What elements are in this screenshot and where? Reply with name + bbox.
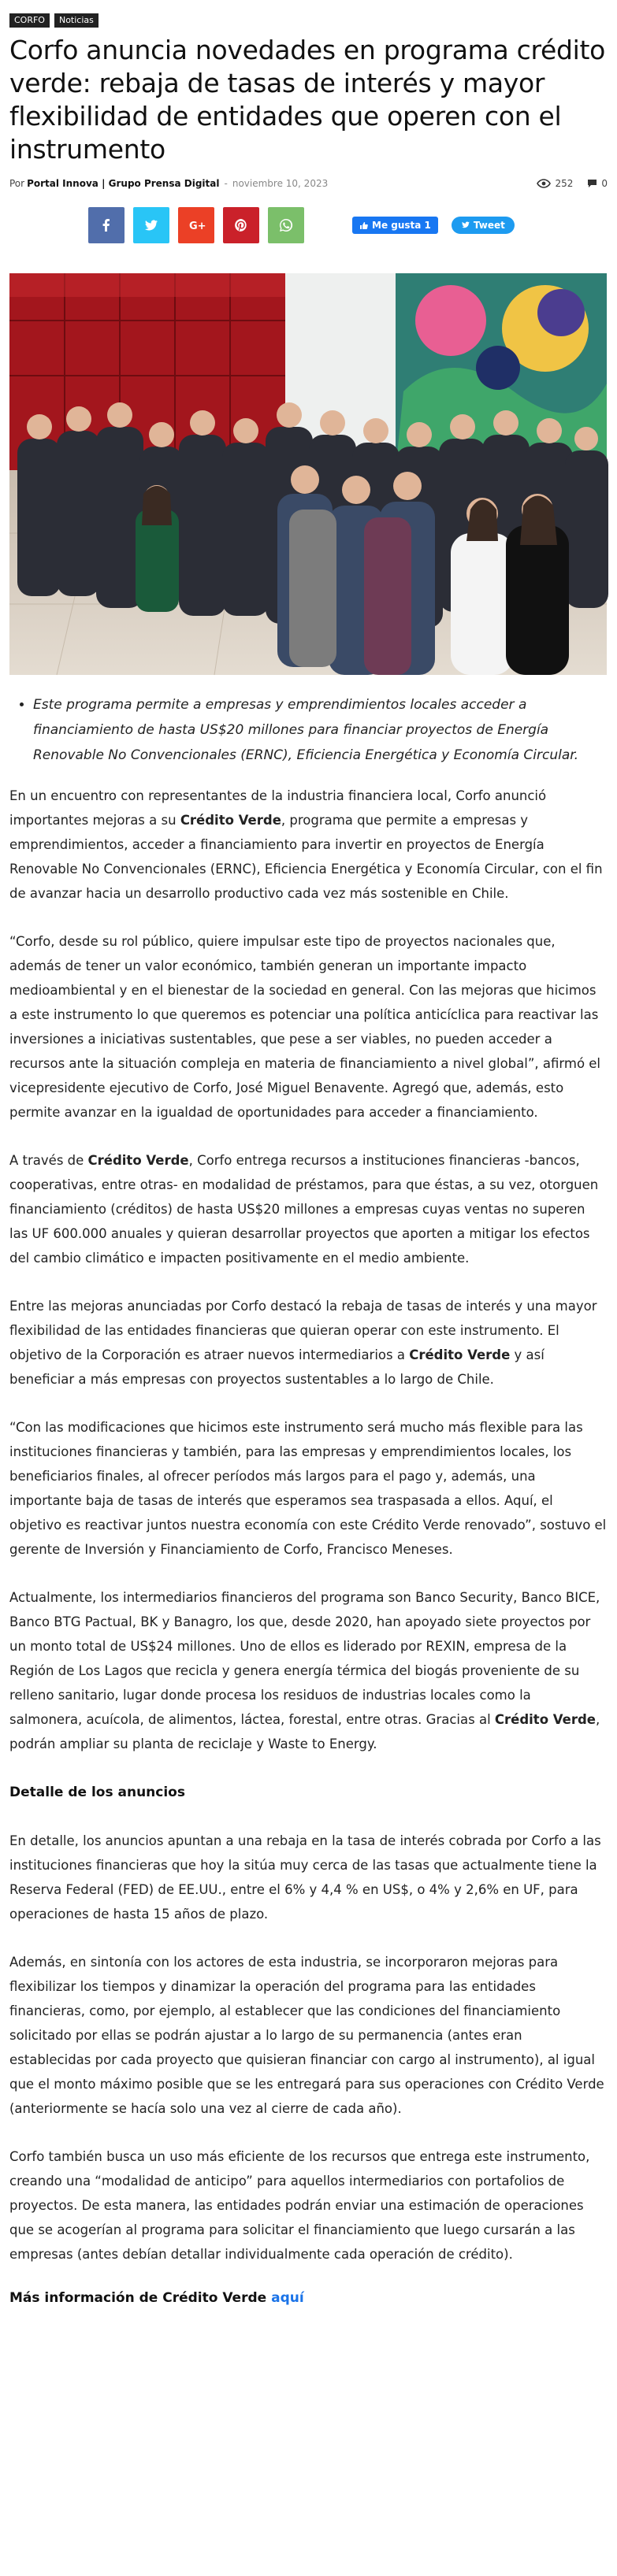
comments-counter[interactable] bbox=[587, 178, 608, 189]
credito-verde-bold: Crédito Verde bbox=[409, 1347, 511, 1362]
section-heading: Detalle de los anuncios bbox=[9, 1785, 185, 1800]
tag-noticias[interactable]: Noticias bbox=[54, 13, 98, 28]
credito-verde-bold: Crédito Verde bbox=[180, 813, 281, 828]
summary-list bbox=[9, 692, 608, 768]
paragraph-4-text-c: y así beneficiar a más empresas con proyectos sustentables a lo largo de Chile. bbox=[9, 1347, 545, 1387]
facebook-like-button[interactable] bbox=[352, 217, 438, 234]
article-title: Corfo anuncia novedades en programa crédito verde: rebaja de tasas de interés y mayor flexibilidad de entidades que operen con el instrumento bbox=[9, 35, 606, 165]
paragraph-1 bbox=[9, 784, 608, 906]
paragraph-9: Corfo también busca un uso más eficiente de los recursos que entrega este instrumento, creando una “modalidad de anticipo” para aquellos intermediarios con portafolios de proyectos. De esta manera, las entidades podrán enviar una estimación de operaciones que se acogerían al programa para solicitar el financiamiento que luego cursarán a las empresas (antes debían detallar individualmente cada operación de crédito). bbox=[9, 2149, 590, 2262]
paragraph-4-text-a: Entre las mejoras anunciadas por Corfo destacó la rebaja de tasas de interés y una mayor flexibilidad de las entidades financieras que quieran operar con este instrumento. El objetivo de la Corporación es atraer nuevos intermediarios a bbox=[9, 1299, 597, 1362]
group-photo-illustration bbox=[9, 273, 607, 675]
summary-item: • Este programa permite a empresas y emprendimientos locales acceder a financiamiento de hasta US$20 millones para financiar proyectos de Energía Renovable No Convencionales (ERNC), Eficiencia Energética y Economía Circular. bbox=[33, 692, 608, 768]
featured-photo bbox=[9, 273, 607, 675]
paragraph-7: En detalle, los anuncios apuntan a una rebaja en la tasa de interés cobrada por Corfo a las instituciones financieras que hoy la sitúa muy cerca de las tasas que actualmente tiene la Reserva Federal (FED) de EE.UU., entre el 6% y 4,4 % en US$, o 4% y 2,6% en UF, para operaciones de hasta 15 años de plazo. bbox=[9, 1833, 601, 1922]
svg-text:G+: G+ bbox=[189, 221, 206, 232]
whatsapp-icon bbox=[278, 217, 294, 233]
google-plus-share-button[interactable] bbox=[178, 207, 214, 243]
article-meta bbox=[9, 176, 608, 191]
facebook-icon bbox=[98, 217, 114, 233]
paragraph-3-text-c: , Corfo entrega recursos a instituciones financieras -bancos, cooperativas, entre otras- en modalidad de préstamos, para que éstas, a su vez, otorguen financiamiento (créditos) de hasta US$20 millones a empresas cuyas ventas no superen las UF 600.000 anuales y quieran desarrollar proyectos que aporten a mitigar los efectos del cambio climático e impacten positivamente en el medio ambiente. bbox=[9, 1153, 599, 1266]
paragraph-1-text-c: , programa que permite a empresas y emprendimientos, acceder a financiamiento para invertir en proyectos de Energía Renovable No Convencionales (ERNC), Eficiencia Energética y Economía Circular, con el fin de avanzar hacia un desarrollo productivo cada vez más sostenible en Chile. bbox=[9, 813, 603, 901]
tweet-button[interactable] bbox=[452, 217, 515, 234]
views-count: 252 bbox=[555, 178, 574, 189]
twitter-share-button[interactable] bbox=[133, 207, 169, 243]
thumbs-up-icon bbox=[359, 221, 368, 230]
share-bar bbox=[9, 206, 608, 245]
eye-icon bbox=[537, 179, 551, 188]
google-plus-icon bbox=[188, 217, 204, 233]
paragraph-8: Además, en sintonía con los actores de esta industria, se incorporaron mejoras para flexibilizar los tiempos y dinamizar la operación del programa para las entidades financieras, como, por ejemplo, al establecer que las condiciones del financiamiento solicitado por ellas se podrán ajustar a lo largo de su permanencia (antes eran establecidas por cada proyecto que quisieran financiar con cargo al instrumento), al igual que el monto máximo posible que se les entregará para sus operaciones con Crédito Verde (anteriormente se hacía solo una vez al cierre de cada año). bbox=[9, 1955, 604, 2116]
meta-counters bbox=[537, 178, 608, 189]
paragraph-6 bbox=[9, 1585, 608, 1756]
meta-separator: - bbox=[224, 178, 228, 189]
views-counter bbox=[537, 178, 573, 189]
author-link[interactable]: Portal Innova | Grupo Prensa Digital bbox=[27, 178, 220, 189]
publish-date: noviembre 10, 2023 bbox=[232, 178, 329, 189]
paragraph-5: “Con las modificaciones que hicimos este instrumento será mucho más flexible para las instituciones financieras y también, para las empresas y emprendimientos locales, los beneficiarios finales, al ofrecer períodos más largos para el pago y, además, una importante baja de tasas de interés que esperamos sea traspasada a ellos. Aquí, el objetivo es reactivar juntos nuestra economía con este Crédito Verde renovado”, sostuvo el gerente de Inversión y Financiamiento de Corfo, Francisco Meneses. bbox=[9, 1420, 607, 1557]
more-info-link[interactable]: aquí bbox=[271, 2290, 304, 2306]
paragraph-4 bbox=[9, 1294, 608, 1392]
paragraph-3 bbox=[9, 1148, 608, 1270]
paragraph-1-text-a: En un encuentro con representantes de la industria financiera local, Corfo anunció importantes mejoras a su bbox=[9, 788, 547, 828]
more-info-text: Más información de Crédito Verde bbox=[9, 2290, 272, 2306]
category-tags bbox=[9, 0, 608, 28]
twitter-icon bbox=[143, 217, 159, 233]
tag-corfo[interactable]: CORFO bbox=[9, 13, 50, 28]
paragraph-6-text-a: Actualmente, los intermediarios financieros del programa son Banco Security, Banco BICE, Banco BTG Pactual, BK y Banagro, los que, desde 2020, han apoyado siete proyectos por un monto total de US$24 millones. Uno de ellos es liderado por REXIN, empresa de la Región de Los Lagos que recicla y genera energía térmica del biogás proveniente de su relleno sanitario, lugar donde procesa los residuos de industrias locales como la salmonera, acuícola, de alimentos, láctea, forestal, entre otras. Gracias al bbox=[9, 1590, 600, 1727]
credito-verde-bold: Crédito Verde bbox=[494, 1712, 596, 1727]
tweet-label: Tweet bbox=[473, 220, 505, 231]
pinterest-share-button[interactable] bbox=[223, 207, 259, 243]
comment-icon bbox=[587, 179, 597, 188]
more-info bbox=[9, 2290, 608, 2306]
twitter-bird-icon bbox=[461, 221, 470, 229]
like-label: Me gusta 1 bbox=[372, 220, 431, 231]
paragraph-3-text-a: A través de bbox=[9, 1153, 88, 1168]
credito-verde-bold: Crédito Verde bbox=[87, 1153, 189, 1168]
pinterest-icon bbox=[233, 217, 249, 233]
article-body bbox=[9, 784, 608, 2306]
paragraph-6-text-c: , podrán ampliar su planta de reciclaje y Waste to Energy. bbox=[9, 1712, 600, 1751]
by-label: Por bbox=[9, 178, 25, 189]
comments-count: 0 bbox=[601, 178, 608, 189]
whatsapp-share-button[interactable] bbox=[268, 207, 304, 243]
facebook-share-button[interactable] bbox=[88, 207, 125, 243]
paragraph-2: “Corfo, desde su rol público, quiere impulsar este tipo de proyectos nacionales que, además de tener un valor económico, también generan un importante impacto medioambiental y en el bienestar de la sociedad en general. Con las mejoras que hicimos a este instrumento lo que queremos es potenciar una política anticíclica para reactivar las inversiones a iniciativas sustentables, que pese a ser viables, no pueden acceder a recursos ante la situación compleja en materia de financiamiento a nivel global”, afirmó el vicepresidente ejecutivo de Corfo, José Miguel Benavente. Agregó que, además, esto permite avanzar en la igualdad de oportunidades para acceder a financiamiento. bbox=[9, 934, 601, 1120]
